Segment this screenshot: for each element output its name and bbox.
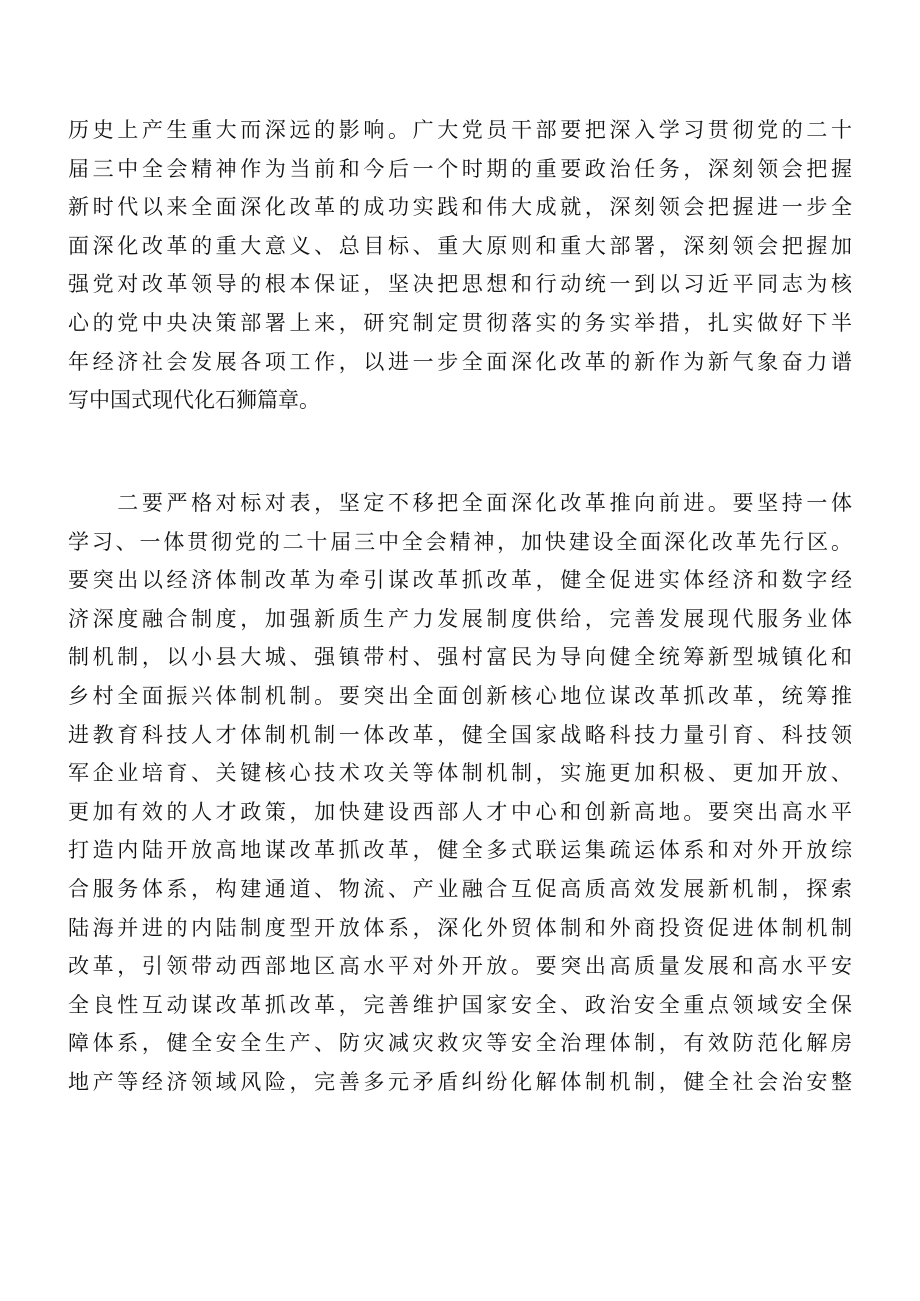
text-line: 学习、一体贯彻党的二十届三中全会精神，加快建设全面深化改革先行区。 <box>68 529 852 554</box>
paragraph-2 <box>68 484 852 1102</box>
text-line: 强党对改革领导的根本保证，坚决把思想和行动统一到以习近平同志为核 <box>68 272 852 297</box>
text-line: 军企业培育、关键核心技术攻关等体制机制，实施更加积极、更加开放、 <box>68 761 852 786</box>
text-line: 要突出以经济体制改革为牵引谋改革抓改革，健全促进实体经济和数字经 <box>68 568 852 593</box>
text-line: 制机制，以小县大城、强镇带村、强村富民为导向健全统筹新型城镇化和 <box>68 645 852 670</box>
text-line: 更加有效的人才政策，加快建设西部人才中心和创新高地。要突出高水平 <box>68 799 852 824</box>
text-line: 济深度融合制度，加强新质生产力发展制度供给，完善发展现代服务业体 <box>68 606 852 631</box>
text-line: 新时代以来全面深化改革的成功实践和伟大成就，深刻领会把握进一步全 <box>68 195 852 220</box>
text-line: 乡村全面振兴体制机制。要突出全面创新核心地位谋改革抓改革，统筹推 <box>68 683 852 708</box>
text-line: 合服务体系，构建通道、物流、产业融合互促高质高效发展新机制，探索 <box>68 876 852 901</box>
text-line: 打造内陆开放高地谋改革抓改革，健全多式联运集疏运体系和对外开放综 <box>68 838 852 863</box>
text-line: 地产等经济领域风险，完善多元矛盾纠纷化解体制机制，健全社会治安整 <box>68 1069 852 1094</box>
text-line: 届三中全会精神作为当前和今后一个时期的重要政治任务，深刻领会把握 <box>68 156 852 181</box>
text-line: 面深化改革的重大意义、总目标、重大原则和重大部署，深刻领会把握加 <box>68 233 852 258</box>
text-line: 进教育科技人才体制机制一体改革，健全国家战略科技力量引育、科技领 <box>68 722 852 747</box>
text-line: 写中国式现代化石狮篇章。 <box>68 388 320 413</box>
text-line: 二要严格对标对表，坚定不移把全面深化改革推向前进。要坚持一体 <box>68 491 852 515</box>
text-line: 年经济社会发展各项工作，以进一步全面深化改革的新作为新气象奋力谱 <box>68 349 852 374</box>
text-line: 历史上产生重大而深远的影响。广大党员干部要把深入学习贯彻党的二十 <box>68 118 852 142</box>
text-line: 障体系，健全安全生产、防灾减灾救灾等安全治理体制，有效防范化解房 <box>68 1031 852 1056</box>
text-line: 改革，引领带动西部地区高水平对外开放。要突出高质量发展和高水平安 <box>68 954 852 979</box>
paragraph-1 <box>68 111 852 420</box>
text-line: 陆海并进的内陆制度型开放体系，深化外贸体制和外商投资促进体制机制 <box>68 915 852 940</box>
text-line: 心的党中央决策部署上来，研究制定贯彻落实的务实举措，扎实做好下半 <box>68 310 852 335</box>
text-line: 全良性互动谋改革抓改革，完善维护国家安全、政治安全重点领域安全保 <box>68 992 852 1017</box>
